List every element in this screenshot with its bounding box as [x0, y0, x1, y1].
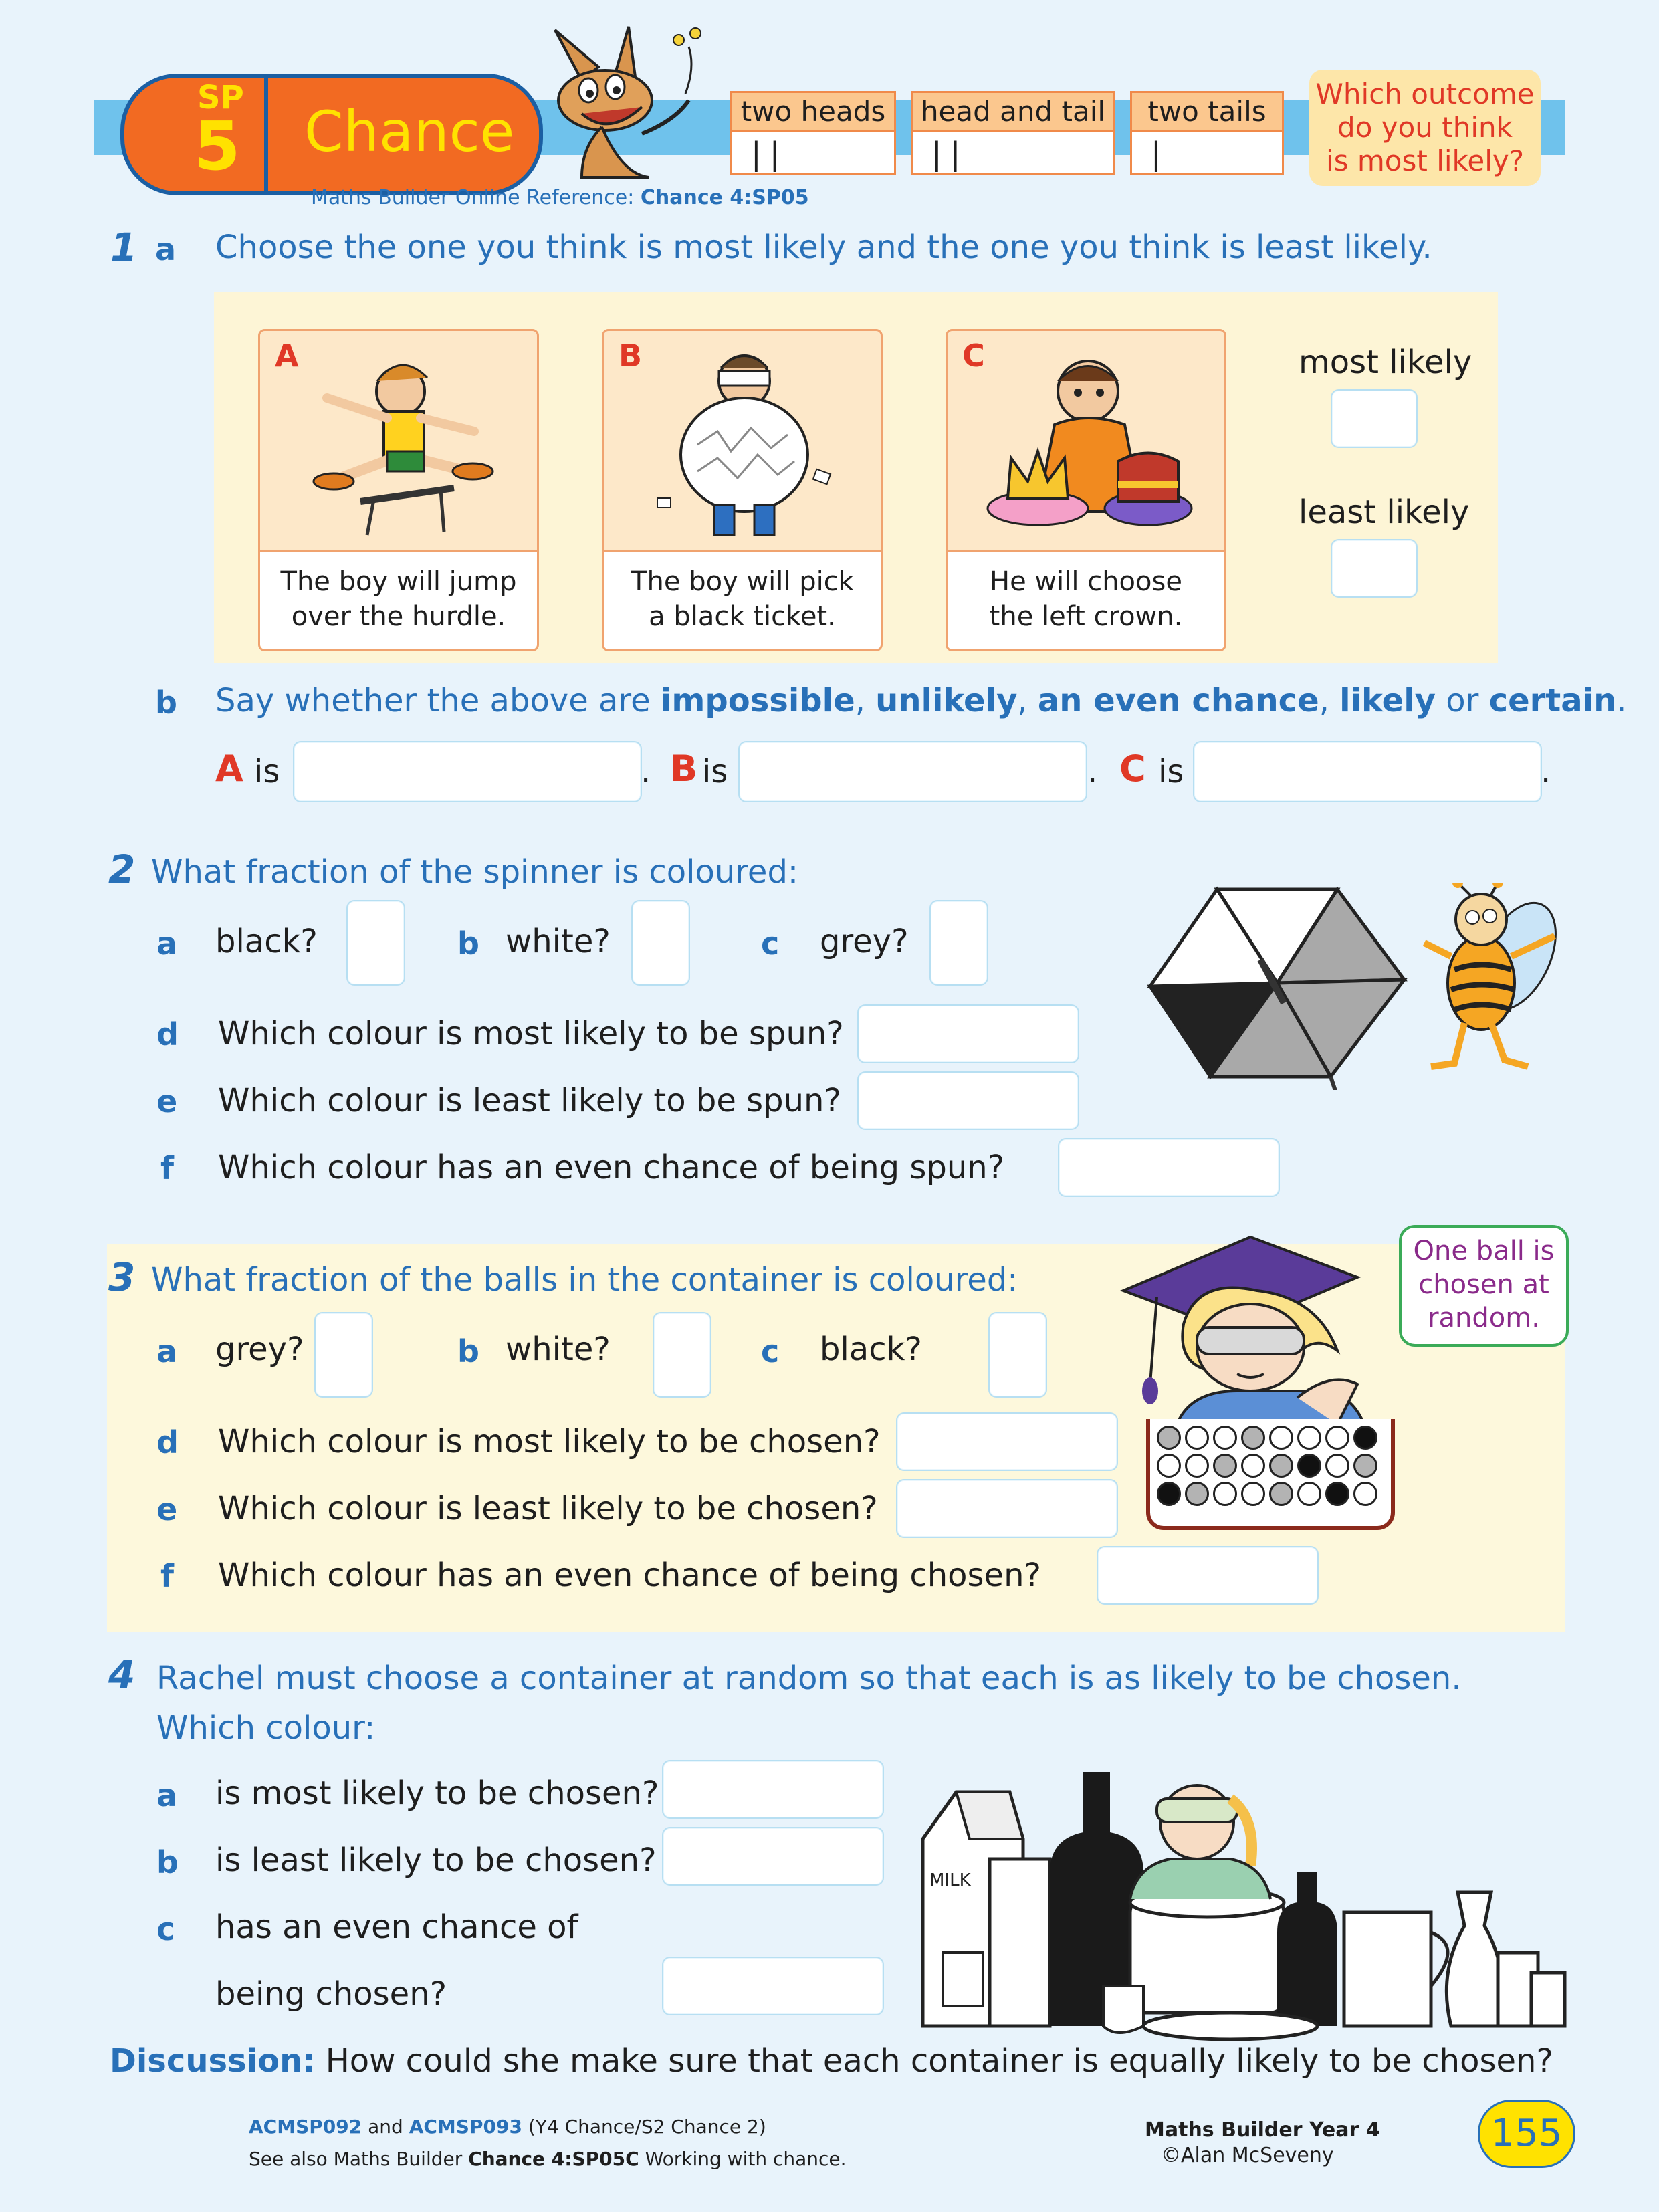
footer-rest: (Y4 Chance/S2 Chance 2) [522, 2116, 766, 2138]
chapter-badge-divider [264, 78, 268, 191]
card-a [258, 329, 539, 651]
ball-container [1146, 1419, 1395, 1530]
q2c-text: grey? [820, 923, 909, 960]
footer-see-also [249, 2148, 847, 2170]
q2e-label: e [156, 1083, 178, 1119]
q2c-answer-box[interactable] [929, 900, 988, 986]
q2a-label: a [156, 925, 178, 962]
answer-b-is: is [702, 753, 728, 790]
q1b-text [215, 682, 1627, 720]
ball-grey [1241, 1426, 1265, 1450]
ball-grey [1353, 1454, 1377, 1478]
tally-cell-two-heads [730, 91, 896, 175]
footer-see-code: Chance 4:SP05C [468, 2148, 639, 2170]
q1b-label: b [155, 685, 177, 721]
footer-codes [249, 2116, 766, 2138]
q3c-label: c [761, 1333, 780, 1369]
q2d-label: d [156, 1016, 179, 1053]
milk-label: MILK [929, 1870, 971, 1890]
bubble-line: is most likely? [1325, 144, 1525, 177]
q3e-label: e [156, 1491, 178, 1527]
q4a-label: a [156, 1777, 178, 1813]
q3b-answer-box[interactable] [653, 1312, 711, 1398]
q4b-label: b [156, 1844, 179, 1880]
chapter-number: 5 [194, 107, 241, 185]
q3-number: 3 [108, 1254, 136, 1300]
card-letter: A [275, 338, 299, 374]
q3a-answer-box[interactable] [314, 1312, 373, 1398]
ball-grey [1269, 1482, 1293, 1506]
containers-illustration [916, 1759, 1571, 2046]
q4-number: 4 [108, 1652, 136, 1697]
tally-label: two heads [732, 93, 894, 132]
blindfolded-graduate-illustration [1117, 1197, 1398, 1424]
q3b-text: white? [506, 1331, 611, 1368]
ball-white [1297, 1426, 1321, 1450]
caption-line: The boy will jump [280, 566, 517, 597]
q3-text: What fraction of the balls in the container is coloured: [151, 1261, 1018, 1299]
q3d-text: Which colour is most likely to be chosen? [218, 1423, 881, 1460]
caption-line: the left crown. [989, 601, 1183, 632]
ball-white [1325, 1454, 1349, 1478]
term-impossible: impossible [660, 682, 855, 720]
chapter-sp-label: SP [197, 79, 244, 116]
q4a-text: is most likely to be chosen? [215, 1775, 659, 1812]
answer-c-box[interactable] [1193, 741, 1542, 802]
tally-marks: || [927, 136, 965, 172]
footer-code2: ACMSP093 [409, 2116, 522, 2138]
most-likely-label: most likely [1299, 344, 1472, 381]
q4c-text: has an even chance of [215, 1908, 578, 1946]
q2-text: What fraction of the spinner is coloured: [151, 853, 799, 891]
crown-chooser-illustration [981, 344, 1195, 538]
page-number-text: 155 [1490, 2112, 1563, 2155]
card-b [602, 329, 883, 651]
question-bubble [1309, 70, 1541, 186]
answer-b-box[interactable] [738, 741, 1087, 802]
q3f-text: Which colour has an even chance of being chosen? [218, 1557, 1041, 1594]
ball-white [1185, 1454, 1209, 1478]
card-caption [604, 550, 881, 649]
ball-white [1157, 1454, 1181, 1478]
q1a-text: Choose the one you think is most likely and the one you think is least likely. [215, 229, 1432, 266]
least-likely-label: least likely [1299, 493, 1470, 531]
discussion-text: How could she make sure that each container is equally likely to be chosen? [315, 2042, 1553, 2080]
term-unlikely: unlikely [875, 682, 1018, 720]
q4b-answer-box[interactable] [662, 1827, 884, 1886]
q3a-text: grey? [215, 1331, 304, 1368]
tally-label: head and tail [913, 93, 1113, 132]
q3a-label: a [156, 1333, 178, 1369]
discussion-label: Discussion: [110, 2042, 316, 2080]
q3e-answer-box[interactable] [896, 1479, 1118, 1538]
term-even-chance: an even chance [1037, 682, 1319, 720]
q2d-answer-box[interactable] [857, 1004, 1079, 1063]
tally-cell-two-tails [1130, 91, 1284, 175]
q2f-answer-box[interactable] [1058, 1138, 1280, 1197]
q2b-answer-box[interactable] [631, 900, 690, 986]
term-likely: likely [1339, 682, 1436, 720]
footer-see-rest: Working with chance. [639, 2148, 847, 2170]
page-title: Chance [304, 99, 515, 164]
speech-line: One ball is [1413, 1236, 1555, 1266]
bee-illustration [1418, 883, 1578, 1077]
q3d-answer-box[interactable] [896, 1412, 1118, 1471]
sep: , [855, 682, 876, 720]
footer-book: Maths Builder Year 4 [1145, 2118, 1380, 2142]
card-letter: B [619, 338, 643, 374]
caption-line: He will choose [990, 566, 1182, 597]
page-number [1478, 2100, 1575, 2168]
q3f-answer-box[interactable] [1097, 1546, 1319, 1605]
q2f-text: Which colour has an even chance of being spun? [218, 1149, 1005, 1186]
discussion [110, 2042, 1553, 2080]
reference-code: Chance 4:SP05 [640, 186, 809, 209]
hurdle-jumper-illustration [300, 344, 501, 538]
ball-white [1325, 1426, 1349, 1450]
caption-line: The boy will pick [631, 566, 854, 597]
card-letter: C [962, 338, 985, 374]
q4a-answer-box[interactable] [662, 1760, 884, 1819]
q2a-answer-box[interactable] [346, 900, 405, 986]
or: or [1435, 682, 1489, 720]
footer-code1: ACMSP092 [249, 2116, 362, 2138]
ball-grey [1269, 1454, 1293, 1478]
answer-c-is: is [1158, 753, 1184, 790]
ball-white [1297, 1482, 1321, 1506]
kangaroo-coin-illustration [542, 20, 715, 181]
reference-prefix: Maths Builder Online Reference: [311, 186, 641, 209]
ticket-picker-illustration [644, 344, 845, 538]
tally-label: two tails [1132, 93, 1282, 132]
ball-white [1213, 1426, 1237, 1450]
card-caption [260, 550, 537, 649]
ball-grey [1157, 1426, 1181, 1450]
answer-a-is: is [254, 753, 280, 790]
ball-white [1213, 1482, 1237, 1506]
q2f-label: f [160, 1150, 175, 1186]
speech-bubble [1399, 1225, 1569, 1347]
ball-black [1353, 1426, 1377, 1450]
ball-white [1241, 1482, 1265, 1506]
tally-cell-head-and-tail [911, 91, 1115, 175]
q2a-text: black? [215, 923, 318, 960]
least-likely-answer-box[interactable] [1331, 539, 1418, 598]
answer-a-letter: A [215, 748, 243, 790]
q2e-answer-box[interactable] [857, 1071, 1079, 1130]
ball-black [1157, 1482, 1181, 1506]
q4b-text: is least likely to be chosen? [215, 1842, 657, 1879]
ball-white [1353, 1482, 1377, 1506]
speech-line: chosen at [1418, 1269, 1549, 1300]
bubble-line: do you think [1337, 111, 1513, 144]
spinner-segments [1150, 889, 1404, 1077]
q3d-label: d [156, 1424, 179, 1460]
answer-b-letter: B [670, 748, 698, 790]
q1-number: 1 [110, 225, 138, 270]
q2d-text: Which colour is most likely to be spun? [218, 1015, 844, 1053]
tally-marks: | [1147, 136, 1166, 172]
q3c-answer-box[interactable] [988, 1312, 1047, 1398]
answer-a-box[interactable] [293, 741, 642, 802]
q2e-text: Which colour is least likely to be spun? [218, 1082, 841, 1119]
ball-white [1269, 1426, 1293, 1450]
online-reference [311, 186, 809, 209]
sep: , [1017, 682, 1038, 720]
ball-grey [1213, 1454, 1237, 1478]
ball-grey [1185, 1482, 1209, 1506]
term-certain: certain [1488, 682, 1617, 720]
hexagon-spinner [1137, 876, 1418, 1090]
q2b-label: b [457, 925, 479, 962]
q4c-text-line2: being chosen? [215, 1975, 447, 2013]
ball-black [1297, 1454, 1321, 1478]
q4c-label: c [156, 1911, 175, 1947]
footer-copyright: ©Alan McSeveny [1161, 2144, 1334, 2167]
footer-see-prefix: See also Maths Builder [249, 2148, 469, 2170]
q4-line1: Rachel must choose a container at random so that each is as likely to be chosen. [156, 1660, 1462, 1697]
ball-black [1325, 1482, 1349, 1506]
q2b-text: white? [506, 923, 611, 960]
ball-white [1185, 1426, 1209, 1450]
caption-line: a black ticket. [649, 601, 836, 632]
answer-c-end: . [1541, 753, 1551, 790]
q2-number: 2 [108, 847, 136, 892]
q4-line2: Which colour: [156, 1709, 376, 1747]
q3f-label: f [160, 1558, 175, 1594]
q3e-text: Which colour is least likely to be chosen? [218, 1490, 878, 1527]
card-caption [948, 550, 1224, 649]
sep: , [1319, 682, 1340, 720]
speech-line: random. [1428, 1303, 1540, 1333]
caption-line: over the hurdle. [291, 601, 506, 632]
bubble-line: Which outcome [1315, 78, 1535, 110]
tally-marks: || [747, 136, 784, 172]
period: . [1616, 682, 1627, 720]
footer-and: and [362, 2116, 409, 2138]
most-likely-answer-box[interactable] [1331, 389, 1418, 448]
answer-c-letter: C [1119, 748, 1146, 790]
q1a-label: a [155, 231, 177, 267]
q1b-intro: Say whether the above are [215, 682, 661, 720]
q3b-label: b [457, 1333, 479, 1369]
ball-white [1241, 1454, 1265, 1478]
ball-grid [1157, 1426, 1384, 1506]
q4c-answer-box[interactable] [662, 1957, 884, 2015]
card-c [946, 329, 1226, 651]
answer-a-end: . [641, 753, 651, 790]
q3c-text: black? [820, 1331, 922, 1368]
answer-b-end: . [1087, 753, 1098, 790]
q2c-label: c [761, 925, 780, 962]
